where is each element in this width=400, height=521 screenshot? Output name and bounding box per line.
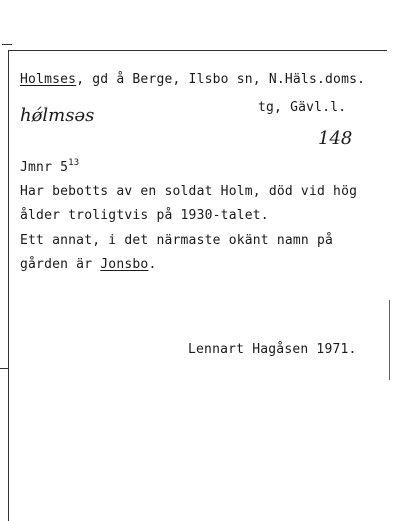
reference-prefix: Jmnr 5 (20, 160, 69, 175)
reference-superscript: 13 (68, 158, 80, 168)
header-line-1 (20, 72, 365, 87)
phonetic-transcription: hǿlmsəs (20, 105, 95, 126)
headword: Holmses (20, 72, 77, 87)
edge-mark-right (389, 300, 390, 380)
signature: Lennart Hagåsen 1971. (188, 342, 357, 357)
card-number: 148 (318, 128, 353, 149)
corner-mark (2, 44, 12, 45)
header-rest: , gd å Berge, Ilsbo sn, N.Häls.doms. (76, 72, 366, 87)
last-line-suffix: . (148, 257, 157, 272)
farm-name: Jonsbo (100, 257, 149, 272)
body-line-2: ålder troligtvis på 1930-talet. (20, 208, 269, 223)
reference-line (20, 158, 79, 175)
body-line-1: Har bebotts av en soldat Holm, död vid hög (20, 184, 358, 199)
body-line-3: Ett annat, i det närmaste okänt namn på (20, 233, 334, 248)
edge-mark (0, 368, 8, 369)
header-line-2: tg, Gävl.l. (258, 100, 347, 115)
body-line-4 (20, 257, 156, 272)
last-line-prefix: gården är (20, 257, 101, 272)
